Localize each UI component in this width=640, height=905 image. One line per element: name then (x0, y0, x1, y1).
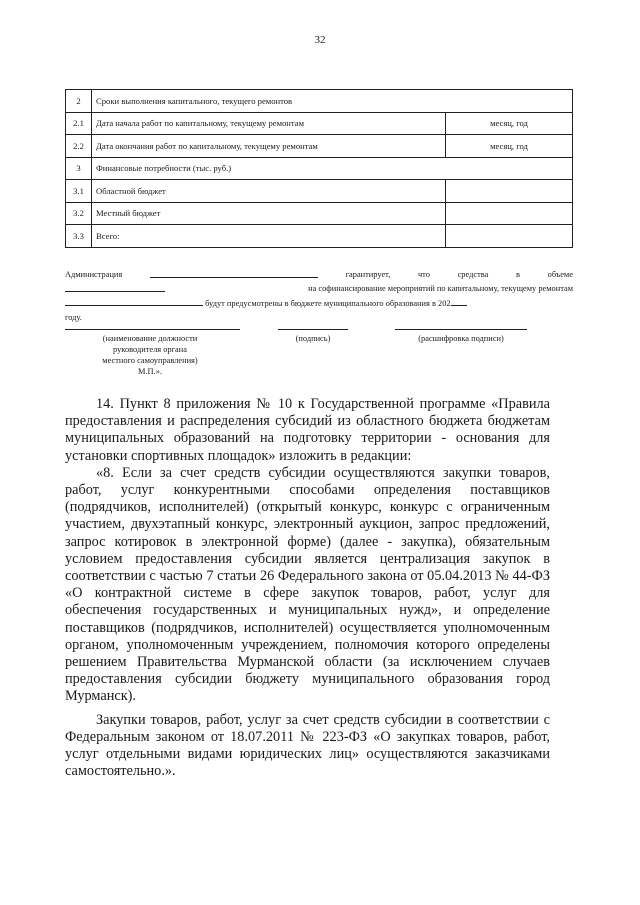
guarantee-word: средства (457, 270, 489, 279)
administration-word: Администрация (65, 270, 123, 279)
decoding-line (395, 329, 527, 330)
guarantee-line-3 (65, 296, 573, 311)
row-label: Дата начала работ по капитальному, текущему ремонтам (92, 112, 446, 135)
paragraph-procurement: Закупки товаров, работ, услуг за счет средств субсидии в соответствии с Федеральным законом от 18.07.2011 № 223-ФЗ «О закупках товаров, работ, услуг отдельными видами юридических лиц» осуществляются заказчиками самостоятельно.». (65, 711, 550, 780)
guarantee-line-2 (65, 282, 573, 296)
object-blank (65, 296, 203, 306)
row-value (446, 202, 573, 225)
guarantee-word: что (417, 270, 430, 279)
position-label-line: (наименование должности (102, 334, 198, 343)
signature-label: (подпись) (295, 334, 331, 343)
amount-blank (65, 282, 165, 292)
row-number: 3.1 (66, 180, 92, 203)
signature-line (278, 329, 348, 330)
row-label: Областной бюджет (92, 180, 446, 203)
guarantee-word: объеме (547, 270, 573, 279)
guarantee-word: в (515, 270, 520, 279)
administration-name-blank (150, 268, 318, 278)
row-number: 2.2 (66, 135, 92, 158)
table-row (66, 90, 573, 113)
row-number: 3 (66, 157, 92, 180)
row-value: месяц, год (446, 112, 573, 135)
row-label: Дата окончания работ по капитальному, текущему ремонтам (92, 135, 446, 158)
row-value (446, 225, 573, 248)
guarantee-line-2-text: на софинансирование мероприятий по капитальному, текущему ремонтам (308, 284, 573, 293)
row-number: 3.2 (66, 202, 92, 225)
paragraph-item-14: 14. Пункт 8 приложения № 10 к Государственной программе «Правила предоставления и распределения субсидий из областного бюджета бюджетам муниципальных образований на подготовку территории - основания для установки спортивных площадок» изложить в редакции: (65, 396, 550, 464)
table-row (66, 225, 573, 248)
guarantee-line-4: году. (65, 313, 82, 322)
guarantee-line-3-text: будут предусмотрены в бюджете муниципального образования в 202 (205, 299, 451, 308)
row-label: Всего: (92, 225, 446, 248)
decoding-label: (расшифровка подписи) (418, 334, 504, 343)
paragraph-clause-8: «8. Если за счет средств субсидии осуществляются закупки товаров, работ, услуг конкурентными способами определения поставщиков (подрядчиков, исполнителей) (открытый конкурс, конкурс с ограниченным участием, двухэтапный конкурс, электронный аукцион, запрос предложений, запрос котировок в электронной форме) (далее - закупка), обязательным условием предоставления субсидии является централизация закупок в соответствии с частью 7 статьи 26 Федерального закона от 05.04.2013 № 44-ФЗ «О контрактной системе в сфере закупок товаров, работ, услуг для обеспечения государственных и муниципальных нужд», и определение поставщиков (подрядчиков, исполнителей) осуществляется уполномоченным органом, уполномоченным учреждением, полномочия которого определены решением Правительства Мурманской области (за исключением случаев предоставления субсидии бюджету муниципального образования город Мурманск). (65, 464, 550, 705)
row-number: 2.1 (66, 112, 92, 135)
row-number: 2 (66, 90, 92, 113)
table-row (66, 180, 573, 203)
row-number: 3.3 (66, 225, 92, 248)
stamp-place-label: М.П.». (138, 367, 162, 376)
table-row (66, 202, 573, 225)
guarantee-line-1 (65, 268, 573, 282)
row-label: Финансовые потребности (тыс. руб.) (92, 157, 573, 180)
table-row (66, 157, 573, 180)
year-blank (451, 296, 467, 306)
position-label-line: руководителя органа (113, 345, 187, 354)
position-label (60, 333, 240, 377)
row-label: Сроки выполнения капитального, текущего ремонтов (92, 90, 573, 113)
position-line (65, 329, 240, 330)
position-label-line: местного самоуправления) (102, 356, 198, 365)
guarantee-statement (65, 268, 573, 325)
row-value: месяц, год (446, 135, 573, 158)
guarantee-word: гарантирует, (345, 270, 391, 279)
row-value (446, 180, 573, 203)
row-label: Местный бюджет (92, 202, 446, 225)
signature-block (60, 318, 580, 383)
program-parameters-table (65, 89, 573, 248)
table-row (66, 112, 573, 135)
table-row (66, 135, 573, 158)
body-text (65, 396, 550, 780)
page-number: 32 (314, 34, 326, 46)
